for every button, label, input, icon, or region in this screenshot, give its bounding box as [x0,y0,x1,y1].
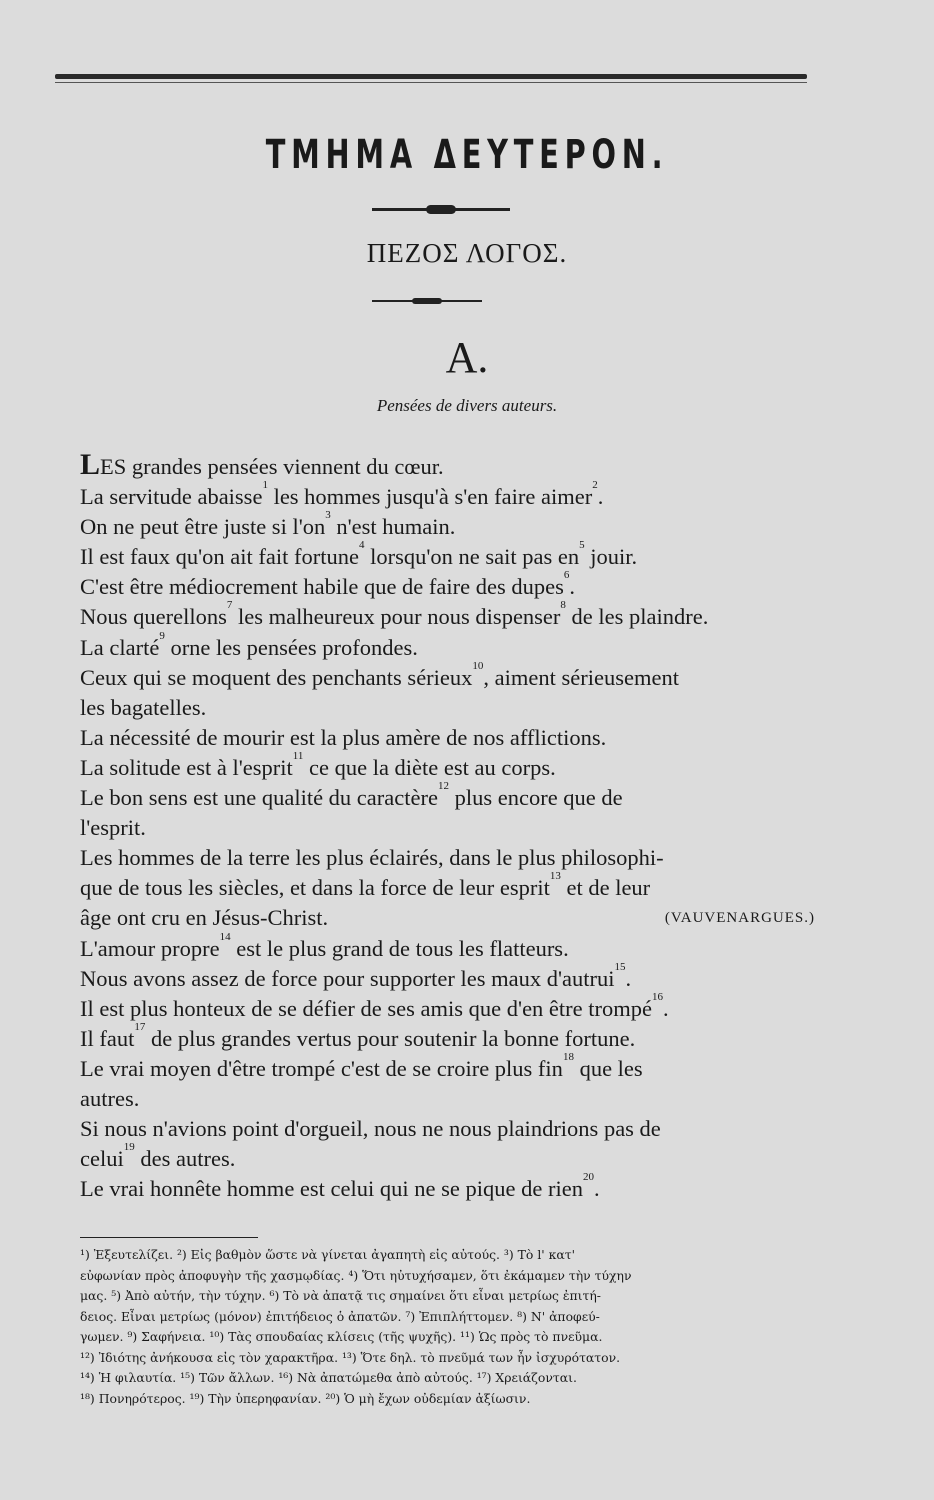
text-line: Il est faux qu'on ait fait fortune$^4$ lorsqu'on ne sait pas $en^5$ jouir. [80,539,638,570]
footnote-ref: 11 [292,749,304,762]
footnote-line: μας. ⁵) Ἀπὸ αὐτήν, τὴν τύχην. ⁶) Τὸ νὰ ἀπατᾷ τις σημαίνει ὅτι εἶναι μετρίως ἐπιτή- [80,1288,601,1303]
text-line: Nous avons assez de force pour supporter les maux d'autrui$^{15}$. [80,960,632,991]
footnote-line: δειος. Εἶναι μετρίως (μόνον) ἐπιτήδειος ὁ ἀπατῶν. ⁷) Ἐπιπλήττομεν. ⁸) Ν' ἀποφεύ- [80,1308,600,1324]
text-line: celui$^{19}$ des autres. [80,1141,236,1172]
footnote-rule [80,1237,258,1238]
footnote-ref: 19 [123,1141,135,1154]
footnote-ref: 14 [219,930,231,943]
text-line: Les hommes de la terre les plus éclairés, dans le plus philosophi- [80,845,664,871]
text-line: Nous querellons$^7$ les malheureux pour nous dispenser$^8$ de les plaindre. [80,599,709,630]
text-line: l'esprit. [80,815,146,841]
footnote-line: ¹⁴) Ἡ φιλαυτία. ¹⁵) Τῶν ἄλλων. ¹⁶) Νὰ ἀπατώμεθα ἀπὸ αὐτούς. ¹⁷) Χρειάζονται. [80,1370,577,1385]
text-line: Ceux qui se moquent des penchants sérieux$^{10}$, aiment sérieusement [80,659,679,690]
text-line: La servitude abaisse$^1$ les hommes jusqu'à s'en faire aimer$^2$. [80,479,604,510]
footnote-ref: 12 [437,780,449,793]
footnote-ref: 1 [262,479,268,492]
footnote-line: εὐφωνίαν πρὸς ἀποφυγὴν τῆς χασμῳδίας. ⁴) Ὅτι ηὐτυχήσαμεν, ὅτι ἐκάμαμεν τὴν τύχην [80,1267,632,1283]
text-line: Le vrai moyen d'être trompé c'est de se croire plus fin$^{18}$ que les [80,1050,643,1081]
caption: Pensées de divers auteurs. [376,396,558,415]
footnote-ref: 13 [549,870,561,883]
top-double-rule [55,74,807,79]
footnote-ref: 2 [592,479,598,492]
footnote-ref: 3 [325,509,331,522]
text-line: autres. [80,1085,140,1111]
text-line: Il faut$^{17}$ de plus grandes vertus pour soutenir la bonne fortune. [80,1020,636,1051]
text-line: La solitude est à l'esprit$^{11}$ ce que la diète est au corps. [80,749,556,780]
footnote-ref: 15 [614,960,626,973]
text-line: Le bon sens est une qualité du caractère$^{12}$ plus encore que de [80,780,623,811]
text-line: L'amour propre$^{14}$ est le plus grand de tous les flatteurs. [80,930,569,961]
text-line: On ne peut être juste si $l'on^3$ n'est humain. [80,509,456,540]
footnote-ref: 4 [358,539,365,552]
text-line: Si nous n'avions point d'orgueil, nous ne nous plaindrions pas de [80,1116,661,1142]
text-line: Il est plus honteux de se défier de ses amis que d'en être trompé$^{16}$. [80,990,669,1021]
body-text [80,450,815,1204]
ornament-divider-small [372,300,482,302]
footnote-ref: 10 [472,659,484,672]
footnote-line: ¹²) Ἰδιότης ἀνήκουσα εἰς τὸν χαρακτῆρα. ¹³) Ὅτε δηλ. τὸ πνεῦμά των ἦν ἰσχυρότατον. [80,1349,621,1365]
footnote-line: ¹⁸) Πονηρότερος. ¹⁹) Τὴν ὑπερηφανίαν. ²⁰) Ὁ μὴ ἔχων οὐδεμίαν ἀξίωσιν. [80,1390,531,1406]
footnote-ref: 8 [560,599,566,612]
top-thin-rule [55,82,807,83]
footnote-line: γωμεν. ⁹) Σαφήνεια. ¹⁰) Τὰς σπουδαίας κλίσεις (τῆς ψυχῆς). ¹¹) Ὡς πρὸς τὸ πνεῦμα. [80,1329,603,1344]
footnote-ref: 16 [652,990,664,1003]
footnote-ref: 5 [579,539,585,552]
author-attribution: (VAUVENARGUES.) [664,910,815,927]
footnote-ref: 6 [563,569,570,582]
footnote-ref: 7 [226,599,233,612]
text-line: les bagatelles. [80,694,207,720]
drop-cap: L [80,448,101,481]
subtitle: ΠΕΖΟΣ ΛΟΓΟΣ. [366,238,568,268]
text-line: LES grandes pensées viennent du cœur. [80,448,444,481]
footnote-ref: 20 [582,1171,594,1184]
text-line: que de tous les siècles, et dans la force de leur esprit$^{13}$ et de leur [80,870,651,901]
footnote-ref: 18 [562,1050,574,1063]
footnotes [80,1245,815,1409]
text-line: La nécessité de mourir est la plus amère de nos afflictions. [80,724,607,750]
footnote-ref: 17 [134,1020,146,1033]
letter-heading: Α. [445,333,489,382]
section-title: ΤΜΗΜΑ ΔΕΥΤΕΡΟΝ. [265,132,669,178]
text-line: Le vrai honnête homme est celui qui ne se pique de rien$^{20}$. [80,1171,600,1202]
footnote-ref: 9 [159,629,165,642]
text-line: âge ont cru en Jésus-Christ. (VAUVENARGUES.) [80,903,815,933]
text-line: La clarté$^9$ orne les pensées profondes. [80,629,418,660]
footnote-line: ¹) Ἐξευτελίζει. ²) Εἰς βαθμὸν ὥστε νὰ γίνεται ἀγαπητὴ εἰς αὐτούς. ³) Τὸ l' κατ' [80,1247,576,1262]
text-line: C'est être médiocrement habile que de faire des dupes$^6$. [80,569,575,600]
ornament-divider [372,208,510,211]
